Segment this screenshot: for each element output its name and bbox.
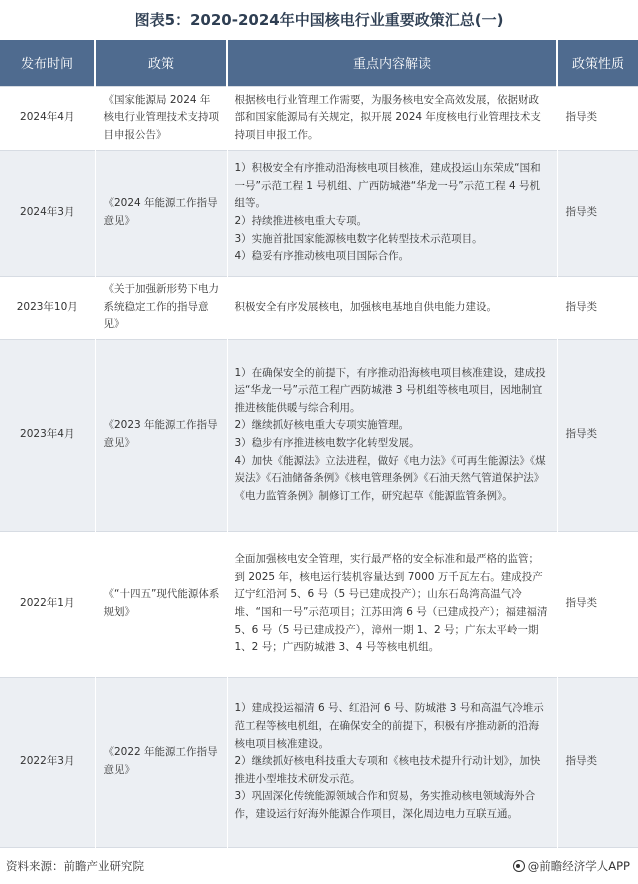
row-content <box>227 86 557 150</box>
row-nature: 指导类 <box>557 339 638 531</box>
table-row <box>0 531 638 677</box>
row-policy: 《2022 年能源工作指导意见》 <box>95 677 227 847</box>
table-row <box>0 86 638 150</box>
content-line: 3）实施首批国家能源核电数字化转型技术示范项目。 <box>234 232 483 245</box>
row-content <box>227 677 557 847</box>
table-row <box>0 276 638 339</box>
footer <box>0 850 638 884</box>
brand-credit <box>513 858 630 874</box>
row-date: 2024年4月 <box>0 86 95 150</box>
row-content <box>227 531 557 677</box>
row-nature: 指导类 <box>557 276 638 339</box>
table-header-row <box>0 40 638 86</box>
content-line: 根据核电行业管理工作需要，为服务核电安全高效发展，依据财政部和国家能源局有关规定，拟开展 2024 年度核电行业管理技术支持项目申报工作。 <box>234 93 541 141</box>
header-date: 发布时间 <box>0 40 95 86</box>
header-nature: 政策性质 <box>557 40 638 86</box>
content-line: 3）巩固深化传统能源领域合作和贸易，务实推动核电领域海外合作，建设运行好海外能源合作项目，深化周边电力互联互通。 <box>234 790 536 820</box>
row-content <box>227 276 557 339</box>
content-line: 1）在确保安全的前提下，有序推动沿海核电项目核准建设，建成投运“华龙一号”示范工程广西防城港 3 号机组等核电项目，因地制宜推进核能供暖与综合利用。 <box>234 366 546 414</box>
table-row <box>0 677 638 847</box>
row-date: 2022年1月 <box>0 531 95 677</box>
row-nature: 指导类 <box>557 150 638 276</box>
row-date: 2022年3月 <box>0 677 95 847</box>
row-content <box>227 150 557 276</box>
table-row <box>0 339 638 531</box>
row-date: 2023年10月 <box>0 276 95 339</box>
content-line: 4）稳妥有序推动核电项目国际合作。 <box>234 250 410 263</box>
content-line: 全面加强核电安全管理，实行最严格的安全标准和最严格的监管；到 2025 年，核电运行装机容量达到 7000 万千瓦左右。建成投产辽宁红沿河 5、6 号（5 号已建成投产）；山东石岛湾高温气冷堆、“国和一号”示范项目；江苏田湾 6 号（已建成投产）；福建福清 5、6 号（5 号已建成投产），漳州一期 1、2 号；广东太平岭一期 1、2 号；广西防城港 3、4 号等核电机组。 <box>234 553 548 654</box>
row-nature: 指导类 <box>557 531 638 677</box>
table-row <box>0 150 638 276</box>
content-line: 1）建成投运福清 6 号、红沿河 6 号、防城港 3 号和高温气冷堆示范工程等核电机组，在确保安全的前提下，积极有序推动新的沿海核电项目核准建设。 <box>234 702 544 750</box>
row-policy: 《国家能源局 2024 年核电行业管理技术支持项目申报公告》 <box>95 86 227 150</box>
header-policy: 政策 <box>95 40 227 86</box>
policy-table <box>0 40 638 848</box>
source-note: 资料来源：前瞻产业研究院 <box>6 859 144 873</box>
row-nature: 指导类 <box>557 86 638 150</box>
content-line: 2）继续抓好核电科技重大专项和《核电技术提升行动计划》，加快推进小型堆技术研发示范。 <box>234 755 541 785</box>
header-content: 重点内容解读 <box>227 40 557 86</box>
row-policy: 《关于加强新形势下电力系统稳定工作的指导意见》 <box>95 276 227 339</box>
row-policy: 《2024 年能源工作指导意见》 <box>95 150 227 276</box>
content-line: 积极安全有序发展核电，加强核电基地自供电能力建设。 <box>234 300 497 313</box>
brand-label: @前瞻经济学人APP <box>527 859 630 873</box>
content-line: 3）稳步有序推进核电数字化转型发展。 <box>234 437 420 449</box>
content-line: 2）持续推进核电重大专项。 <box>234 215 368 227</box>
row-date: 2024年3月 <box>0 150 95 276</box>
row-content <box>227 339 557 531</box>
content-line: 2）继续抓好核电重大专项实施管理。 <box>234 419 410 432</box>
row-nature: 指导类 <box>557 677 638 847</box>
row-policy: 《2023 年能源工作指导意见》 <box>95 339 227 531</box>
page-title: 图表5：2020-2024年中国核电行业重要政策汇总(一) <box>134 11 504 29</box>
row-policy: 《“十四五”现代能源体系规划》 <box>95 531 227 677</box>
content-line: 4）加快《能源法》立法进程，做好《电力法》《可再生能源法》《煤炭法》《石油储备条例》《核电管理条例》《石油天然气管道保护法》《电力监管条例》制修订工作，研究起草《能源监管条例》。 <box>234 454 546 502</box>
content-line: 1）积极安全有序推动沿海核电项目核准，建成投运山东荣成“国和一号”示范工程 1 号机组、广西防城港“华龙一号”示范工程 4 号机组等。 <box>234 162 541 210</box>
row-date: 2023年4月 <box>0 339 95 531</box>
qianzhan-logo-icon <box>513 860 525 872</box>
